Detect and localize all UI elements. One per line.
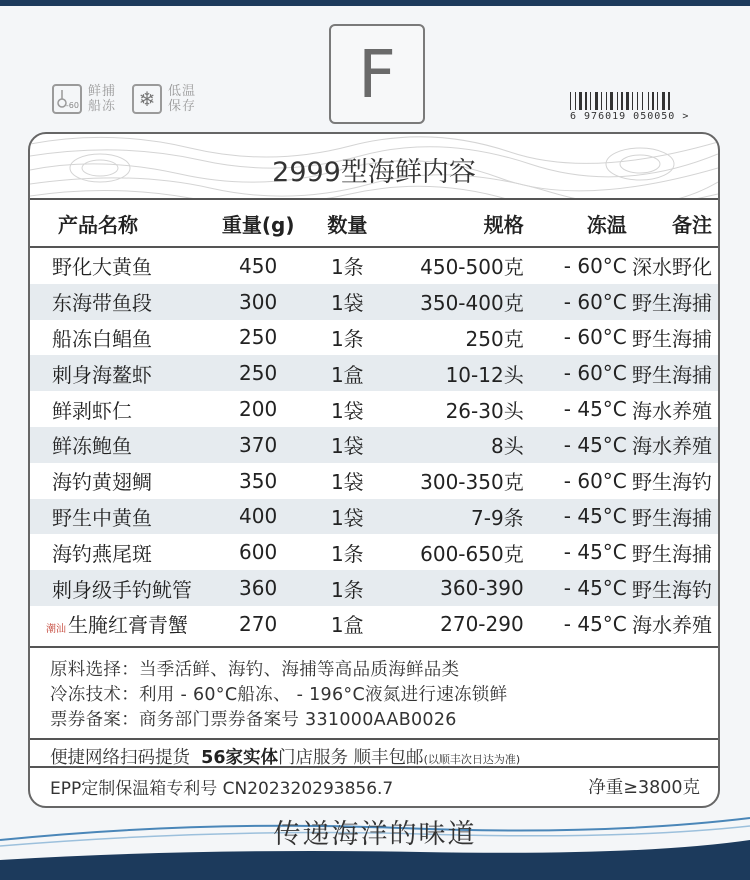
fresh-badge-line1: 鲜捕 [88, 84, 117, 99]
contents-card [28, 132, 720, 808]
table-row: 鲜剥虾仁 200 1袋 26-30头 - 45°C 海水养殖 [52, 397, 712, 423]
cold-storage-badge [132, 84, 198, 114]
conv-stores-count: 56家实体 [201, 748, 278, 768]
barcode-number: 6 976019 050050 > [570, 111, 690, 122]
cold-badge-line1: 低温 [168, 84, 197, 99]
region-tag: 潮汕 [46, 624, 66, 636]
table-row: 野化大黄鱼 450 1条 450-500克 - 60°C 深水野化 [52, 253, 712, 280]
info-ticket-filing: 票券备案：商务部门票券备案号 331000AAB0026 [50, 710, 457, 730]
table-row: 东海带鱼段 300 1袋 350-400克 - 60°C 野生海捕 [30, 284, 718, 320]
snowflake-icon: ❄ [132, 84, 162, 114]
table-row: 刺身级手钓鱿管 360 1条 360-390 - 45°C 野生海钓 [30, 570, 718, 606]
table-header [30, 198, 718, 248]
conv-scan-text: 便捷网络扫码提货 [50, 748, 190, 768]
conv-service-text: 门店服务 顺丰包邮 [278, 748, 424, 768]
barcode [570, 92, 689, 122]
table-row: 鲜冻鲍鱼 370 1袋 8头 - 45°C 海水养殖 [30, 427, 718, 463]
top-stripe [0, 0, 750, 6]
info-section [30, 646, 718, 768]
table-row: 海钓燕尾斑 600 1条 600-650克 - 45°C 野生海捕 [52, 540, 712, 566]
contents-table [30, 198, 718, 642]
fresh-badge-line2: 船冻 [88, 99, 117, 114]
slogan: 传递海洋的味道 [273, 819, 477, 850]
card-title: 2999型海鲜内容 [272, 156, 476, 188]
patent-number: EPP定制保温箱专利号 CN202320293856.7 [50, 779, 394, 799]
table-row: 野生中黄鱼 400 1袋 7-9条 - 45°C 野生海捕 [30, 499, 718, 535]
net-weight: 净重≥3800克 [588, 778, 700, 798]
table-row: 海钓黄翅鲷 350 1袋 300-350克 - 60°C 野生海钓 [52, 468, 712, 495]
thermometer-icon: -60 [52, 84, 82, 114]
fresh-catch-badge [52, 84, 118, 114]
table-row: 刺身海鳌虾 250 1盒 10-12头 - 60°C 野生海捕 [30, 355, 718, 391]
col-header-weight: 重量(g) [221, 212, 295, 237]
col-header-note: 备注 [672, 212, 712, 237]
col-header-name: 产品名称 [58, 212, 138, 237]
col-header-spec: 规格 [483, 212, 524, 237]
grade-letter-box [329, 24, 425, 124]
convenience-row [30, 738, 718, 768]
conv-note: (以顺丰次日达为准) [423, 753, 521, 766]
cold-badge-line2: 保存 [168, 99, 197, 114]
info-raw-material: 原料选择：当季活鲜、海钓、海捕等高品质海鲜品类 [50, 660, 460, 680]
table-row: 船冻白鲳鱼 250 1条 250克 - 60°C 野生海捕 [52, 325, 712, 351]
col-header-qty: 数量 [327, 212, 368, 237]
col-header-temp: 冻温 [586, 212, 627, 237]
grade-letter: F [358, 35, 396, 113]
barcode-bars [570, 92, 689, 110]
info-freezing-tech: 冷冻技术：利用 - 60°C船冻、 - 196°C液氮进行速冻锁鲜 [50, 685, 508, 705]
table-row: 潮汕 生腌红膏青蟹 270 1盒 270-290 - 45°C 海水养殖 [46, 611, 713, 638]
